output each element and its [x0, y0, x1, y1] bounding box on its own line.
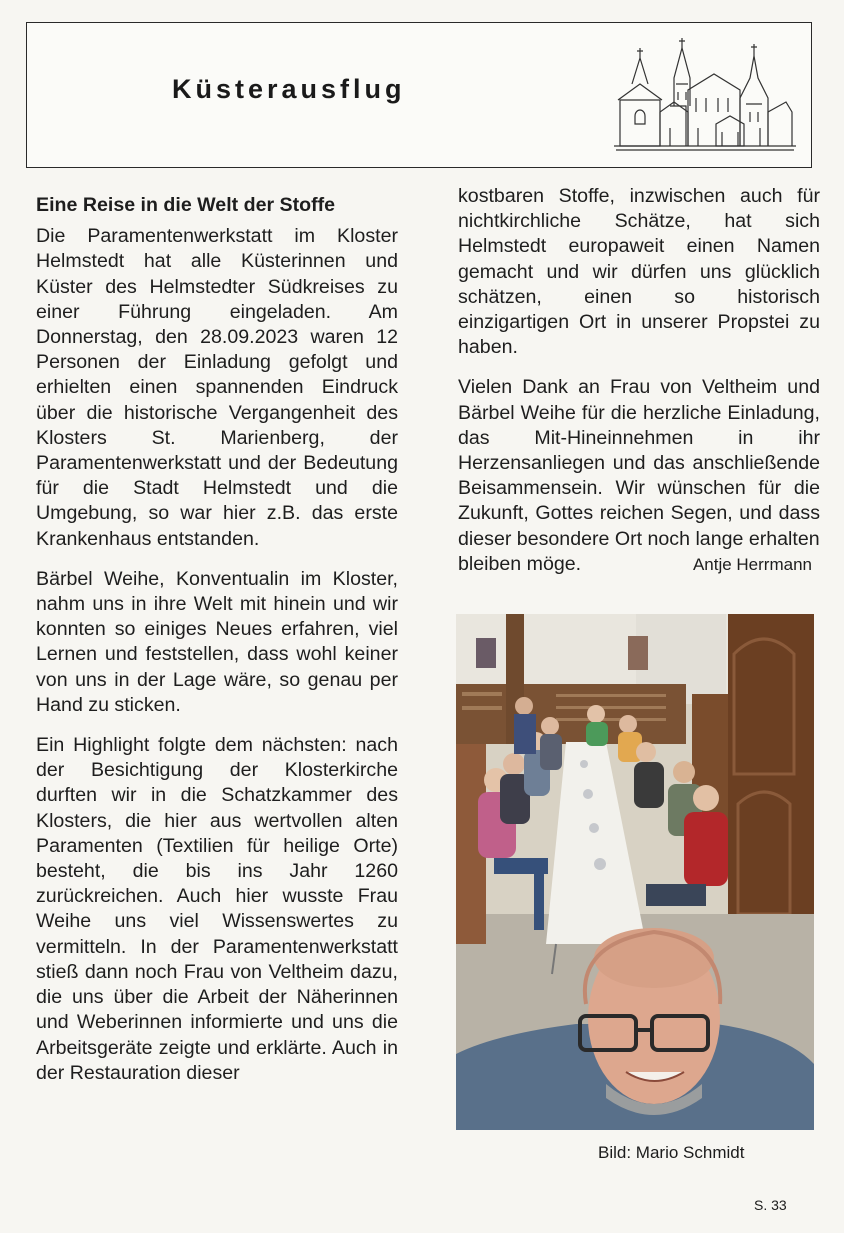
article-subheading: Eine Reise in die Welt der Stoffe	[36, 194, 336, 216]
right-column	[458, 184, 820, 577]
paragraph: Ein Highlight folgte dem nächsten: nach der Besichtigung der Klosterkirche durften wir in die Schatzkammer des Klosters, die hier aus wertvollen alten Paramenten (Textilien für heilige Orte) besteht, die bis ins Jahr 1260 zurückreichen. Auch hier wusste Frau Weihe uns viel Wissenswertes zu vermitteln. In der Paramentenwerkstatt stieß dann noch Frau von Veltheim dazu, die uns über die Arbeit der Näherinnen und Weberinnen informierte und uns die Arbeitsgeräte zeigte und erklärte. Auch in der Restauration dieser	[36, 734, 398, 1084]
left-column	[36, 193, 398, 1101]
paragraph: Vielen Dank an Frau von Veltheim und Bärbel Weihe für die herzliche Einladung, das Mit-Hineinnehmen in ihr Herzensanliegen und das anschließende Beisammensein. Wir wünschen für die Zukunft, Gottes reichen Segen, und dass dieser besondere Ort noch lange erhalten	[458, 376, 820, 550]
photo-caption: Bild: Mario Schmidt	[598, 1143, 745, 1162]
church-drawing-icon	[610, 28, 800, 162]
author-signature: Antje Herrmann	[692, 554, 812, 574]
page-number: S. 33	[754, 1197, 787, 1213]
closing-line	[458, 552, 820, 577]
group-photo	[456, 614, 814, 1130]
paragraph: Die Paramentenwerkstatt im Kloster Helmstedt hat alle Küsterinnen und Küster des Helmstedter Südkreises zu einer Führung eingeladen. Am Donnerstag, den 28.09.2023 waren 12 Personen der Einladung gefolgt und erhielten einen spannenden Eindruck über die historische Vergangenheit des Klosters St. Marienberg, der Paramentenwerkstatt und der Bedeutung für die Stadt Helmstedt und die Umgebung, so war hier z.B. das erste Krankenhaus entstanden.	[36, 225, 398, 550]
paragraph: kostbaren Stoffe, inzwischen auch für nichtkirchliche Schätze, hat sich Helmstedt europaweit einen Namen gemacht und wir dürfen uns glücklich schätzen, einen so historisch einzigartigen Ort in unserer Propstei zu haben.	[458, 185, 820, 359]
closing-text: bleiben möge.	[458, 552, 582, 575]
page-title: Küsterausflug	[172, 74, 406, 104]
paragraph: Bärbel Weihe, Konventualin im Kloster, nahm uns in ihre Welt mit hinein und wir konnten so einiges Neues erfahren, viel Lernen und feststellen, dass wohl keiner von uns in der Lage wäre, so genau per Hand zu sticken.	[36, 567, 398, 716]
